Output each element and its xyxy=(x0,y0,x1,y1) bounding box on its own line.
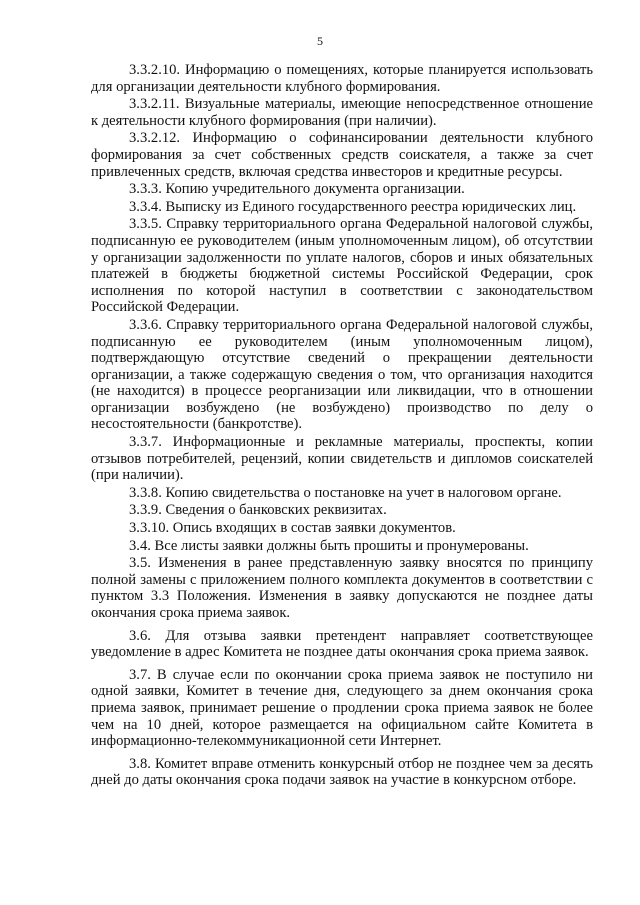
paragraph-3-3-3: 3.3.3. Копию учредительного документа организации. xyxy=(129,181,465,198)
paragraph-3-3-5: 3.3.5. Справку территориального органа Федеральной налоговой службы, подписанную ее руководителем (иным уполномоченным лицом), об отсутствии у организации задолженности по уплате налогов, сборов и иных обязательных платежей в бюджеты бюджетной системы Российской Федерации, срок исполнения по которой наступил в соответствии с законодательством Российской Федерации. xyxy=(91,216,593,316)
document-body xyxy=(91,62,593,790)
paragraph-3-3-9: 3.3.9. Сведения о банковских реквизитах. xyxy=(129,502,387,519)
page-number: 5 xyxy=(317,34,323,48)
paragraph-3-6: 3.6. Для отзыва заявки претендент направляет соответствующее уведомление в адрес Комитета не позднее даты окончания срока приема заявок. xyxy=(91,627,593,661)
paragraph-3-3-4: 3.3.4. Выписку из Единого государственного реестра юридических лиц. xyxy=(129,198,577,215)
paragraph-3-3-6: 3.3.6. Справку территориального органа Федеральной налоговой службы, подписанную ее руководителем (иным уполномоченным лицом), подтверждающую отсутствие сведений о прекращении деятельности организации, а также содержащую сведения о том, что организация находится (не находится) в процессе реорганизации или ликвидации, что в отношении организации возбуждено (не возбуждено) производство по делу о несостоятельности (банкротстве). xyxy=(91,316,593,433)
paragraph-3-3-10: 3.3.10. Опись входящих в состав заявки документов. xyxy=(129,520,456,537)
paragraph-3-8: 3.8. Комитет вправе отменить конкурсный отбор не позднее чем за десять дней до даты окончания срока подачи заявок на участие в конкурсном отборе. xyxy=(91,755,593,789)
paragraph-3-3-8: 3.3.8. Копию свидетельства о постановке на учет в налоговом органе. xyxy=(129,484,562,501)
paragraph-3-5: 3.5. Изменения в ранее представленную заявку вносятся по принципу полной замены с приложением полного комплекта документов в соответствии с пунктом 3.3 Положения. Изменения в заявку допускаются не позднее даты окончания срока приема заявок. xyxy=(91,555,593,621)
paragraph-3-3-7: 3.3.7. Информационные и рекламные материалы, проспекты, копии отзывов потребителей, рецензий, копии свидетельств и дипломов соискателей (при наличии). xyxy=(91,434,593,484)
paragraph-3-3-2-11: 3.3.2.11. Визуальные материалы, имеющие непосредственное отношение к деятельности клубного формирования (при наличии). xyxy=(91,96,593,129)
paragraph-3-7: 3.7. В случае если по окончании срока приема заявок не поступило ни одной заявки, Комитет в течение дня, следующего за днем окончания срока приема заявок, принимает решение о продлении срока приема заявок не более чем на 10 дней, которое размещается на официальном сайте Комитета в информационно-телекоммуникационной сети Интернет. xyxy=(91,666,593,750)
paragraph-3-3-2-10: 3.3.2.10. Информацию о помещениях, которые планируется использовать для организации деятельности клубного формирования. xyxy=(91,62,593,95)
paragraph-3-3-2-12: 3.3.2.12. Информацию о софинансировании деятельности клубного формирования за счет собственных средств соискателя, а также за счет привлеченных средств, включая средства инвесторов и кредитные ресурсы. xyxy=(91,130,593,180)
paragraph-3-4: 3.4. Все листы заявки должны быть прошиты и пронумерованы. xyxy=(129,537,529,554)
